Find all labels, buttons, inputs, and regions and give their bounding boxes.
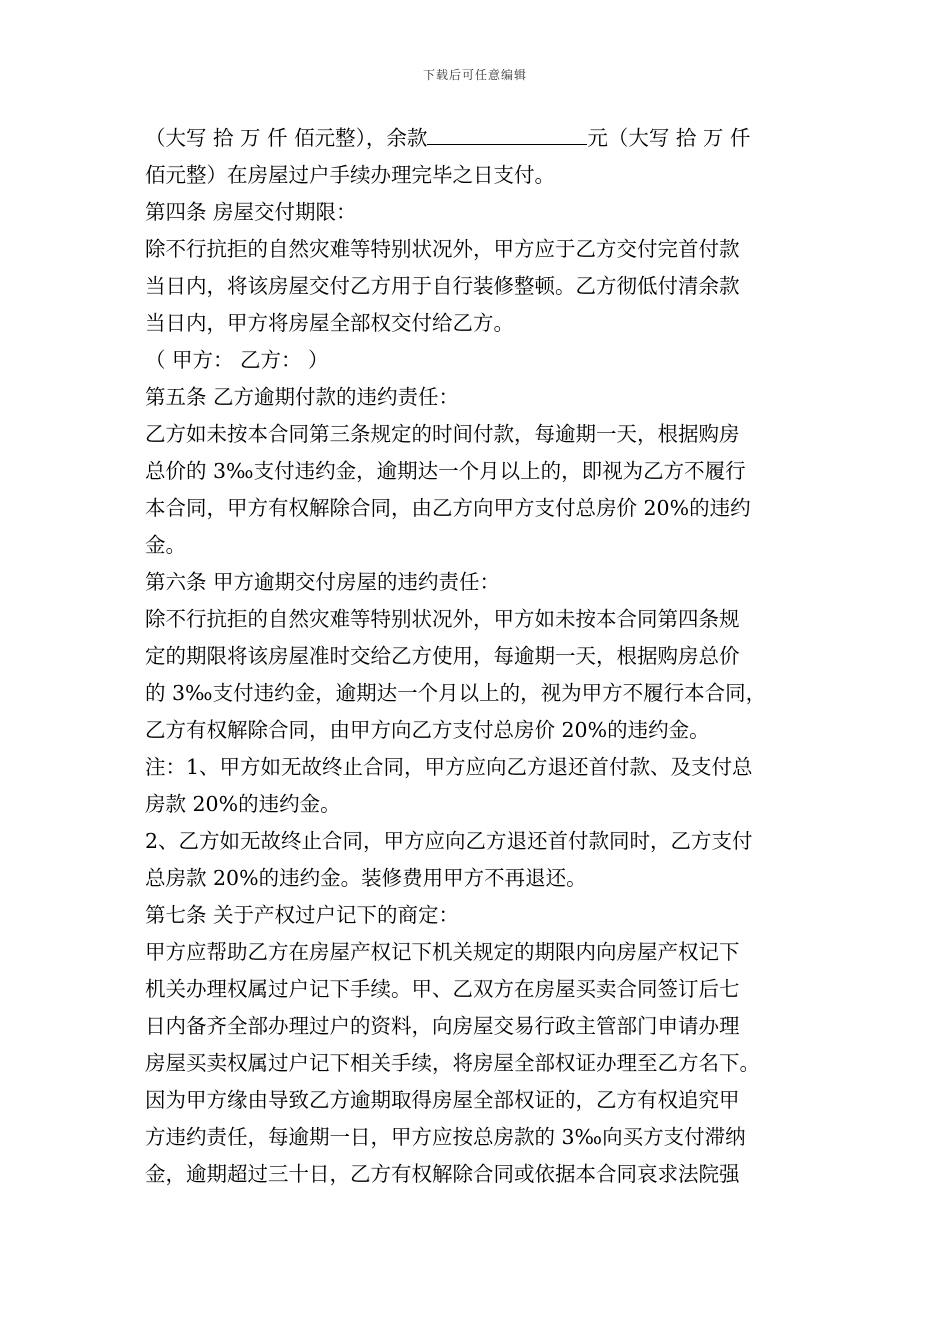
text-line: 当日内，甲方将房屋全部权交付给乙方。 xyxy=(145,311,514,335)
text-line: 金，逾期超过三十日，乙方有权解除合同或依据本合同哀求法院强 xyxy=(145,1162,740,1186)
text-line: 方违约责任，每逾期一日，甲方应按总房款的 3‰向买方支付滞纳 xyxy=(145,1125,746,1149)
text-line: 日内备齐全部办理过户的资料，向房屋交易行政主管部门申请办理 xyxy=(145,1014,740,1038)
text-line: 当日内，将该房屋交付乙方用于自行装修整顿。乙方彻低付清余款 xyxy=(145,274,740,298)
text-line: 房屋买卖权属过户记下相关手续，将房屋全部权证办理至乙方名下。 xyxy=(145,1051,760,1075)
document-body xyxy=(145,120,810,1193)
note-line: 2、乙方如无故终止合同，甲方应向乙方退还首付款同时，乙方支付 xyxy=(145,829,753,853)
text-line: 乙方有权解除合同，由甲方向乙方支付总房价 20%的违约金。 xyxy=(145,718,710,742)
text-line: 乙方如未按本合同第三条规定的时间付款，每逾期一天，根据购房 xyxy=(145,422,740,446)
blank-underline xyxy=(427,122,587,145)
text-line: 总房款 20%的违约金。装修费用甲方不再退还。 xyxy=(145,866,587,890)
page-header: 下载后可任意编辑 xyxy=(422,68,527,82)
text-line-1-part-b: 元（大写 拾 万 仟 xyxy=(587,126,751,150)
text-line: 除不行抗拒的自然灾难等特别状况外，甲方如未按本合同第四条规 xyxy=(145,607,740,631)
text-line: 佰元整）在房屋过户手续办理完毕之日支付。 xyxy=(145,163,555,187)
text-line-1-part-a: （大写 拾 万 仟 佰元整），余款 xyxy=(145,126,428,150)
text-line: 本合同，甲方有权解除合同，由乙方向甲方支付总房价 20%的违约 xyxy=(145,496,751,520)
text-line: 定的期限将该房屋准时交给乙方使用，每逾期一天，根据购房总价 xyxy=(145,644,740,668)
section-heading-5: 第五条 乙方逾期付款的违约责任： xyxy=(145,385,460,409)
text-line: 房款 20%的违约金。 xyxy=(145,792,341,816)
text-line: 甲方应帮助乙方在房屋产权记下机关规定的期限内向房屋产权记下 xyxy=(145,940,740,964)
section-heading-7: 第七条 关于产权过户记下的商定： xyxy=(145,903,460,927)
section-heading-4: 第四条 房屋交付期限： xyxy=(145,200,357,224)
section-heading-6: 第六条 甲方逾期交付房屋的违约责任： xyxy=(145,570,501,594)
text-line: 总价的 3‰支付违约金，逾期达一个月以上的，即视为乙方不履行 xyxy=(145,459,746,483)
text-line: 机关办理权属过户记下手续。甲、乙双方在房屋买卖合同签订后七 xyxy=(145,977,740,1001)
text-line: 除不行抗拒的自然灾难等特别状况外，甲方应于乙方交付完首付款 xyxy=(145,237,740,261)
text-line: 因为甲方缘由导致乙方逾期取得房屋全部权证的，乙方有权追究甲 xyxy=(145,1088,740,1112)
text-line: 的 3‰支付违约金，逾期达一个月以上的，视为甲方不履行本合同， xyxy=(145,681,767,705)
signature-note: （ 甲方： 乙方： ） xyxy=(145,348,329,372)
text-line: 金。 xyxy=(145,533,186,557)
text-line-1 xyxy=(145,120,810,157)
note-line: 注：1、甲方如无故终止合同，甲方应向乙方退还首付款、及支付总 xyxy=(145,755,753,779)
